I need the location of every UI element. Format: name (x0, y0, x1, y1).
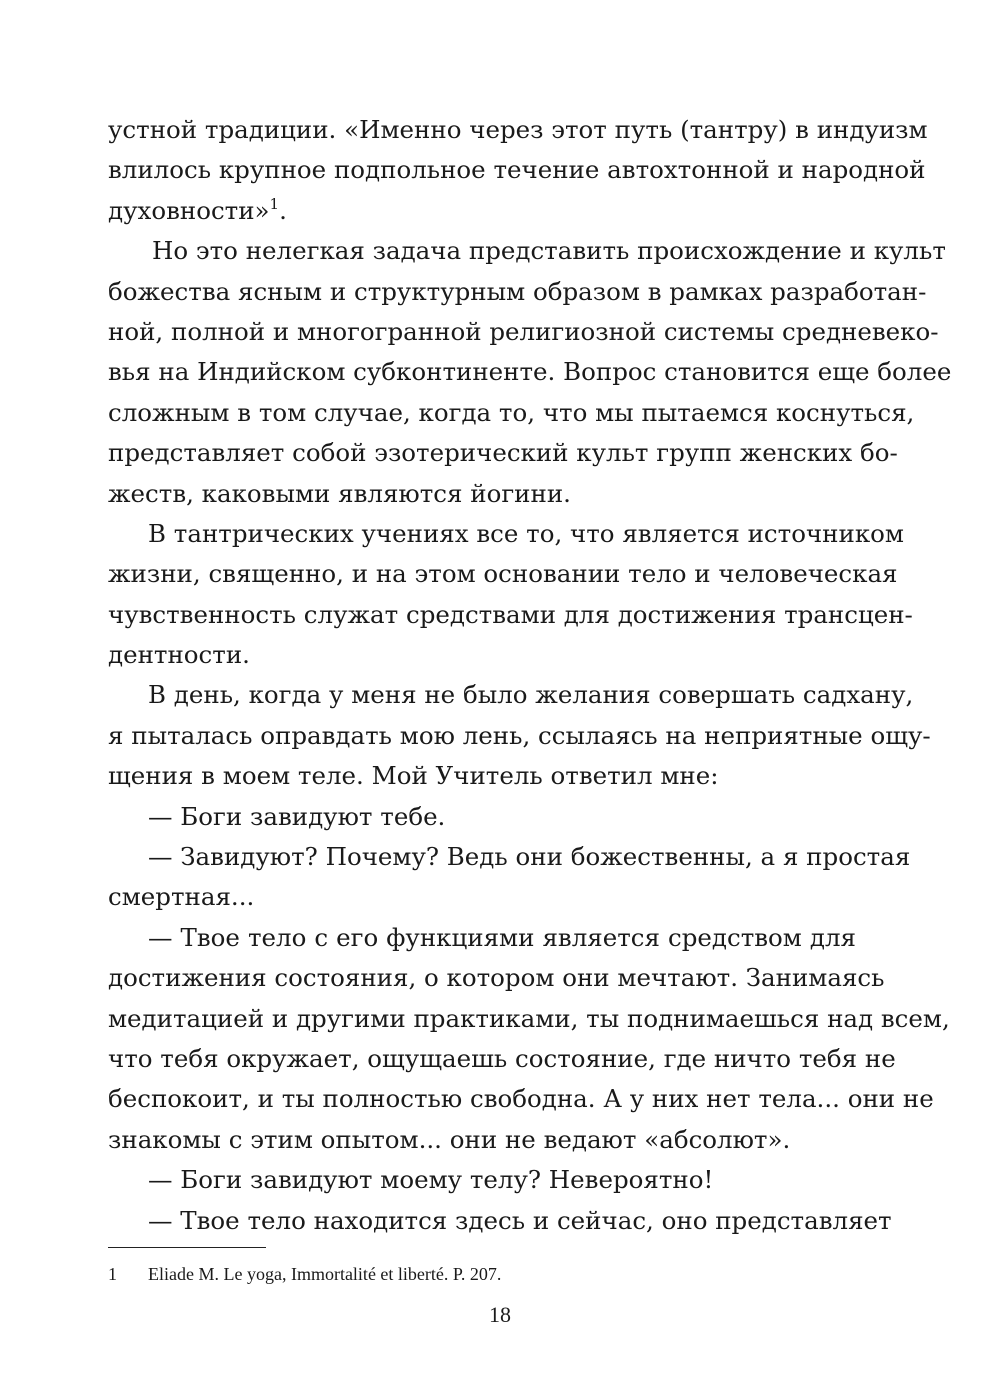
text-line (108, 837, 911, 877)
line-text: вья на Индийском субконтиненте. Вопрос становится еще более (108, 357, 952, 387)
line-text: влилось крупное подпольное течение автохтонной и народной (108, 155, 926, 185)
text-line (108, 797, 856, 837)
text-line: духовности»$^1$. (108, 194, 287, 225)
line-text: — Завидуют? Почему? Ведь они божественны, а я простая (148, 842, 911, 872)
text-line (108, 1079, 934, 1119)
line-text: беспокоит, и ты полностью свободна. А у них нет тела... они не (108, 1084, 934, 1114)
text-line (108, 352, 952, 392)
text-line (108, 1160, 856, 1200)
footnote-reference[interactable]: 1 (269, 194, 280, 213)
text-line (108, 756, 856, 796)
line-text: медитацией и другими практиками, ты поднимаешься над всем, (108, 1003, 950, 1033)
line-text: божества ясным и структурным образом в рамках разработан- (108, 276, 927, 306)
text-line (108, 433, 898, 473)
line-text: — Боги завидуют тебе. (148, 801, 446, 831)
line-text: чувственность служат средствами для достижения трансцен- (108, 599, 913, 629)
line-text: Но это нелегкая задача представить происхождение и культ (152, 236, 946, 266)
line-text: представляет собой эзотерический культ групп женских бо- (108, 438, 898, 468)
line-text: духовности» (108, 195, 270, 225)
line-text: жеств, каковыми являются йогини. (108, 478, 571, 508)
body-text (108, 110, 952, 1241)
text-line (108, 1201, 892, 1241)
text-line (108, 999, 950, 1039)
text-line (108, 474, 856, 514)
line-text: В день, когда у меня не было желания совершать садхану, (148, 680, 914, 710)
text-line (108, 393, 915, 433)
line-text: я пыталась оправдать мою лень, ссылаясь на неприятные ощу- (108, 720, 931, 750)
line-text: достижения состояния, о котором они мечтают. Занимаясь (108, 963, 885, 993)
text-line (108, 877, 856, 917)
text-line (108, 716, 931, 756)
line-text: В тантрических учениях все то, что является источником (148, 518, 904, 548)
line-text: щения в моем теле. Мой Учитель ответил мне: (108, 761, 719, 791)
footnote-divider (108, 1247, 266, 1248)
line-text: знакомы с этим опытом... они не ведают «абсолют». (108, 1124, 791, 1154)
line-text: устной традиции. «Именно через этот путь (тантру) в индуизм (108, 115, 928, 144)
line-text: дентности. (108, 640, 250, 670)
line-text: жизни, священно, и на этом основании тело и человеческая (108, 559, 898, 589)
line-text: — Боги завидуют моему телу? Невероятно! (148, 1165, 714, 1195)
text-line (108, 635, 856, 675)
text-line (108, 675, 914, 715)
footnote-text: Eliade M. Le yoga, Immortalité et liberté. P. 207. (148, 1264, 502, 1284)
text-line (108, 150, 926, 190)
text-line (108, 958, 885, 998)
text-line (108, 312, 939, 352)
text-line (108, 110, 928, 150)
footnote (108, 1263, 501, 1285)
text-line (108, 554, 898, 594)
text-line (108, 272, 927, 312)
line-text: — Твое тело с его функциями является средством для (148, 922, 856, 952)
text-line (108, 1120, 856, 1160)
line-text: — Твое тело находится здесь и сейчас, оно представляет (148, 1205, 892, 1235)
text-line (108, 595, 913, 635)
line-text: ной, полной и многогранной религиозной системы средневеко- (108, 316, 939, 346)
text-line (108, 918, 856, 958)
footnote-number: 1 (108, 1264, 117, 1284)
text-line (108, 514, 904, 554)
line-text: смертная... (108, 882, 255, 912)
text-line (108, 231, 946, 271)
page-number: 18 (489, 1302, 511, 1327)
line-text: сложным в том случае, когда то, что мы пытаемся коснуться, (108, 397, 915, 427)
line-text: что тебя окружает, ощущаешь состояние, где ничто тебя не (108, 1043, 896, 1073)
text-line (108, 1039, 896, 1079)
